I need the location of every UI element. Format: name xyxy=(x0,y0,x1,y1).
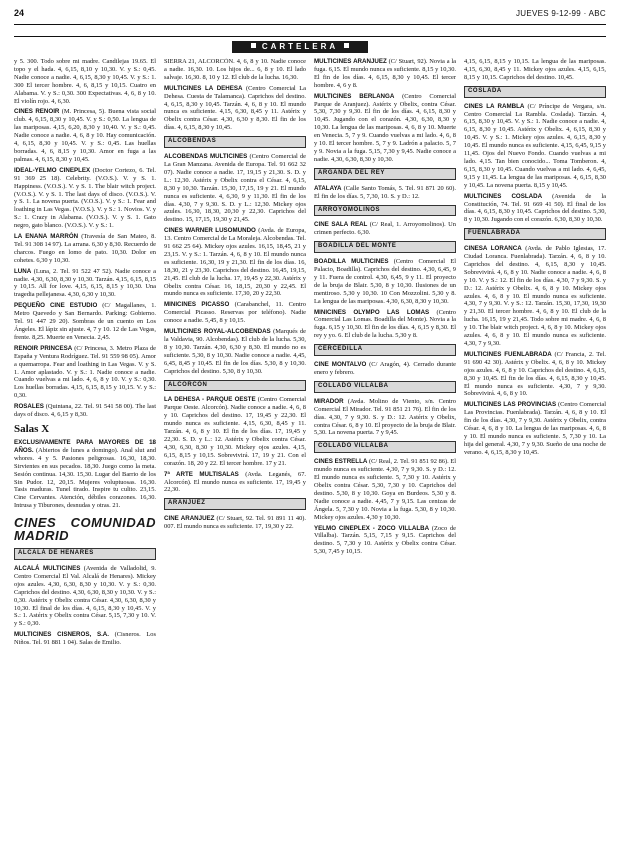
cinema-listing xyxy=(14,403,156,419)
cinema-name: CINESA LORANCA xyxy=(464,245,522,253)
cinema-name: MINICINES PICASSO xyxy=(164,301,230,309)
listing-text: (Centro Comercial de La Gran Manzana. Avenida de Europa. Tel. 91 662 32 07). Nadie conoce a nadie. 17, 19,15 y 21,30. S. D. y L.: 12,30. Astérix y Obelix contra el César. 4, 6,15, 8,30 y 10,30. Tarzán. 15,30, 17,15, 19 y 21. El mundo nunca es suficiente. 4, 6,30, 9 y 11,30. El fin de los días. 4,30, 7 y 9,30. S. D. y L.: 12,30. Mickey ojos azules. 16,30, 18,30, 20,30 y 22,30. Caprichos del destino. 15, 17,15, 19,30 y 21,45. xyxy=(164,153,306,224)
cinema-listing xyxy=(164,301,306,325)
section-banner xyxy=(232,41,368,53)
listing-text: (Avda. Leganés, 67. Alcorcón). El mundo nunca es suficiente. 17, 19,45 y 22,30. xyxy=(164,470,306,494)
cinema-listing xyxy=(464,58,606,82)
cinema-listing xyxy=(164,85,306,132)
cinema-listing xyxy=(164,58,306,82)
cinema-listing xyxy=(464,401,606,456)
town-subhead: BOADILLA DEL MONTE xyxy=(314,241,456,253)
town-subhead: ARROYOMOLINOS xyxy=(314,205,456,217)
cinema-name: MULTICINES BERLANGA xyxy=(314,92,395,100)
listing-text: (C/ Príncipe de Vergara, s/n. Centro Comercial La Rambla. Coslada). Tarzán. 4, 6,15, 8,30 y 10,45. V. y S.: 1. Nadie conoce a nadie. 4, 6,15, 8,30 y 10,45. Astérix y Obelix. 4, 6,15, 8,30 y 10,45. V. y S.: 1. Mickey ojos azules. 4, 6,15, 8,30 y 10,45. El mundo nunca es suficiente. 4,15, 6,45, 9,15 y 11,45. Ojos del Nuevo Fondo. Cuando vuelvas a mi lado. 4,15. Tan bien conocido... Toma Tomberon. 4, 6,15, 8,30 y 10,45. Cuando vuelvas a mi lado. 4, 6,45, 9,15 y 11,45. La lengua de las mariposas. 4, 6,15, 8,30 y 10,45. La novena puerta. 8,15 y 10,45. xyxy=(464,102,606,189)
listing-text: (Centro Comercial Parque de Aranjuez). Astérix y Obelix, contra César. 5,30, 7,30 y 9,30. El fin de los días. 4, 6,15, 8,30 y 10,45. Jugando con el corazón. 4,30, 6,30, 8,30 y 10,30. La lengua de las mariposas. 4, 6, 8 y 10. Muerte en Venecia. 5, 7 y 9. Cuando vuelvas a mi lado. 4, 6, 8 y 10. El tercer hombre. 5, 7 y 9. Ladrón a palacio. 5, 7 y 9. Novia a la fuga. 5,15, 7,30 y 9,45. Nadie conoce a nadie. 4,30, 6,30, 8,30 y 10,30. xyxy=(314,92,456,163)
listing-text: (C/ Magallanes, 1. Metro Quevedo y San Bernardo. Parking: Gobierno. Tel. 91 447 29 20). Sombras de un cuento en Los Ángeles. El lápiz sin ajuste. 4, 7 y 10. 12 de Las Vegas, frente. 8,25. Muerte en Venecia. 2,45. xyxy=(14,302,156,341)
cinema-name: LUNA xyxy=(14,267,32,275)
cinema-name: CINE MONTALVO xyxy=(314,361,367,369)
cinema-listing xyxy=(464,351,606,398)
listing-text: (Centro Comercial Parque Oeste. Alcorcón). Nadie conoce a nadie. 4, 6, 8 y 10. Caprichos del destino. 17, 19,45 y 22,30. El mundo nunca es suficiente. 4,15, 6,30, 8,45 y 11. Tarzán. 4, 6, 8 y 10. El fin de los días. 17, 19,45 y 22,30. S. D. y L.: 12. Astérix y Obelix contra César. 4,30, 6,30, 8,30 y 10,30. Mickey ojos azules. 4,15, 6,15, 8,15 y 10,15. Sobrevivirá. 17, 19 y 21. Con el corazón. 18, 20 y 22. El tercer hombre. 17 y 21. xyxy=(164,396,306,467)
cinema-listing xyxy=(464,245,606,348)
listing-text: (Doctor Cortezo, 6. Tel. 91 369 25 18). Celebrity. (V.O.S.). V. y S. 1. Happiness. (V.O.S.). V. y S. 1. The blair witch project. (V.O.S.). V. y S. 1. The last days of disco. (V.O.S.). V. y S. 1. La novena puerta. (V.O.S.). V. y S.: 1. Fear and loathing in Las Vegas. (V.O.S.). V. y S.: 1. Novios. V. y S.: 1. Crazy in Alabama. (V.O.S.). V. y S. 1. Gato negro, gato blanco. (V.O.S.). V. y S.: 1. xyxy=(14,166,156,230)
cinema-listing xyxy=(314,458,456,521)
listing-text: (C/ Aragón, 4). Cerrado durante enero y febrero. xyxy=(314,361,456,376)
cinema-listing xyxy=(164,328,306,375)
cinema-listing xyxy=(314,185,456,201)
cinema-listing xyxy=(314,361,456,377)
cinema-name: ALCALÁ MULTICINES xyxy=(14,565,81,573)
listing-text: y 5. 300. Todo sobre mi madre. Candilejas 19.65. El topo y el hada. 4, 6,15, 8,10 y 10,30. V. y S.: 0,45. Nadie conoce a nadie. 4, 6,15, 8,30 y 10,45. V. y S.: 1. 300 El tercer hombre. 4, 6, 8,15 y 10,15. Cuatro en Alabama. V. y S.: 0,30. 300 Expectativas. 4, 6, 8 y 10. El violín rojo. 4, 6,30. xyxy=(14,58,156,105)
town-subhead: ALCALÁ DE HENARES xyxy=(14,548,156,560)
listing-text: (Cisneros. Los Niños. Tel. 91 881 1 04). Salas de Emilio. xyxy=(14,631,156,647)
cinema-listing xyxy=(14,439,156,510)
listing-text: (Calle Santo Tomás, 5. Tel. 91 871 20 60). El fin de los días. 5, 7,30, 10. S. y D.: 12. xyxy=(314,184,456,200)
square-mark-icon xyxy=(344,43,349,48)
cinema-name: 7ª ARTE MULTISALAS xyxy=(164,470,239,478)
cinema-listing xyxy=(314,58,456,90)
town-subhead: ALCORCÓN xyxy=(164,380,306,392)
paper-name: ABC xyxy=(588,9,606,18)
town-subhead: ARGANDA DEL REY xyxy=(314,168,456,180)
cinema-name: LA ENANA MARRÓN xyxy=(14,233,79,241)
cinema-listing xyxy=(14,565,156,628)
listing-text: (Centro Comercial Las Provincias. Fuenlabrada). Tarzán. 4, 6, 8 y 10. El fin de los días. 4,30, 7 y 9,30. Astérix y Obelix, contra César. 4, 6, 8 y 10. La lengua de las mariposas. 4, 6, 8 y 10. El mundo nunca es suficiente. 5, 7,30 y 10. La hija del general. 4,30, 7 y 9,30. Sueño de una noche de verano. 4, 6,15, 8,30 y 10,45. xyxy=(464,401,606,456)
listing-text: (Avda. de Europa, 13. Centro Comercial de La Moraleja. Alcobendas. Tel. 91 662 25 64). Mickey ojos azules. 16,15, 18,45, 21 y 23,15. V. y S.: 1. Tarzán. 4, 6, 8 y 10. El mundo nunca es suficiente. 16,30, 19 y 21,30. El fin de los días. 16, 18,30, 21 y 23,30. Caprichos del destino. 16,45, 19,15, 21,45. El club de la lucha. 17, 19,45 y 22,30. Astérix y Obelix contra César. 16, 18,15, 20,30 y 22,45. El mundo nunca es suficiente. 17,30, 20 y 22,30. xyxy=(164,227,306,298)
town-subhead: CERCEDILLA xyxy=(314,344,456,356)
listing-text: (Centro Comercial La Dehesa. Cuesta de Talamanca). Caprichos del destino. 4, 6,15, 8,30 y 10,45. Tarzán. 4, 6, 8 y 10. El mundo nunca es suficiente. 4,15, 6,30, 8,45 y 11. Astérix y Obelix contra César. 4,30, 6,30 y 8,30. El fin de los días. 4, 6,15, 8,30 y 10,45. xyxy=(164,84,306,132)
column-4 xyxy=(464,58,606,844)
cinema-listing xyxy=(14,268,156,300)
listing-text: (Centro Comercial El Palacio, Boadilla). Caprichos del destino. 4,30, 6,45, 9 y 11. Fuera de control. 4,30, 6,45, 9 y 11. El proyecto de la bruja de Blair. 5,30, 8 y 10,30. Ilusiones de un mentiroso. 5,30 y 10,30. 10 Con Mozzolini. 5,30 y 8. La lengua de las mariposas. 4,30, 6,30, 8,30 y 10,30. xyxy=(314,258,456,305)
date-text: JUEVES 9-12-99 xyxy=(515,9,582,18)
cinema-name: CINES ESTRELLA xyxy=(314,458,368,466)
cinema-name: MULTICINES LAS PROVINCIAS xyxy=(464,401,557,409)
cinema-name: MULTICINES CISNEROS, S.A. xyxy=(14,631,109,639)
cinema-name: MULTICINES ARANJUEZ xyxy=(314,58,387,65)
cinema-listing xyxy=(314,525,456,557)
cinema-name: CINE SALA REAL xyxy=(314,221,368,229)
cinema-name: PEQUEÑO CINE ESTUDIO xyxy=(14,302,98,310)
cinema-name: BOADILLA MULTICINES xyxy=(314,258,389,266)
cinema-name: LA DEHESA - PARQUE OESTE xyxy=(164,396,256,404)
listing-text: (C/ Real, 2. Tel. 91 851 92 86). El mundo nunca es suficiente. 4,30, 7 y 9,30. S. y D.: 12. El mundo nunca es suficiente. 5, 7,30 y 10. Astérix y Obelix contra César. 5,30, 7,30 y 10. Caprichos del destino. 5,30, 8 y 10,30. Goya en Burdeos. 5,30 y 8. Nadie conoce a nadie. 4,45, 7 y 9,15. Las cenizas de Ángela. 5, 7,30 y 10. Novia a la fuga. 5,30, 8 y 10,30. Mickey ojos azules. 4,30 y 10,30. xyxy=(314,458,456,521)
cinema-listing xyxy=(14,108,156,163)
listing-text: (C/ Francia, 2. Tel. 91 690 42 30). Astérix y Obelix. 4, 6, 8 y 10. Mickey ojos azules. 4, 6, 8 y 10. Caprichos del destino. 4, 6,15, 8,30 y 10,45. El fin de los días. 4, 6,15, 8,30 y 10,45. El mundo nunca es suficiente. 4,30, 7 y 9,30. Sobrevivirá. 4, 6, 8 y 10. xyxy=(464,350,606,398)
town-subhead: COSLADA xyxy=(464,86,606,98)
listing-text: (C/ Stuart, 92). Novia a la fuga. 6,15. El mundo nunca es suficiente. 8,15 y 10,30. El fin de los días. 4, 6,15, 8,30 y 10,45. El tercer hombre. 4, 6 y 8. xyxy=(314,58,456,89)
listing-text: (C/ Princesa, 3. Metro Plaza de España y Ventura Rodríguez. Tel. 91 559 98 05). Amor a quemarropa. Fear and loathing in Las Vegas. V. y S. 1. Amor aplastado. V. y S.: 1. Nadie conoce a nadie. Cuando vuelvas a mi lado. 4, 6, 8 y 10. V. y S.: 0,30. Los huellas borradas. 4,15, 6,15, 8,15 y 10,15. V. y S.: 0,30. xyxy=(14,344,156,400)
cinema-name: CINES RENOIR xyxy=(14,108,60,116)
cinema-listing xyxy=(14,302,156,342)
cinema-name: ALCOBENDAS MULTICINES xyxy=(164,153,248,161)
cinema-listing xyxy=(314,309,456,341)
cinema-name: CINES WARNER LUSOMUNDO xyxy=(164,227,256,235)
page-number: 24 xyxy=(14,8,25,18)
cinema-listing xyxy=(14,631,156,647)
cinema-listing xyxy=(314,398,456,438)
cinema-listing xyxy=(14,233,156,265)
cinema-name: EXCLUSIVAMENTE PARA MAYORES DE 18 AÑOS. xyxy=(14,438,156,454)
town-subhead: ALCOBENDAS xyxy=(164,136,306,148)
town-subhead: COLLADO VILLALBA xyxy=(314,381,456,393)
cinema-listing xyxy=(464,193,606,225)
section-title: CARTELERA xyxy=(261,42,339,51)
cinema-name: ATALAYA xyxy=(314,184,342,192)
cinema-listing xyxy=(314,93,456,164)
listing-text: SIERRA 21, ALCORCÓN. 4, 6, 8 y 10. Nadie conoce a nadie. 16,30. 10. Los hijos de... 6, 8 y 10. El lado salvaje. 16,30. 8, 10 y 12. El club de la lucha. 16,30. xyxy=(164,58,306,81)
cinema-name: MINICINES OLYMPO LAS LOMAS xyxy=(314,308,430,316)
listing-text: (C/ Stuart, 92. Tel. 91 891 11 40). 007. El mundo nunca es suficiente. 17, 19,30 y 22. xyxy=(164,515,306,531)
listing-text: (Avda. Molino de Viento, s/n. Centro Comercial El Mirador. Tel. 91 851 21 76). El fin de los días. 4,30, 7 y 9,30. S. y D.: 12. Astérix y Obelix, contra César. 6, 8 y 10. El proyecto de la bruja de Blair. 5,30. La novena puerta. 7 y 9,45. xyxy=(314,397,456,437)
header-rule xyxy=(14,24,606,25)
cinema-name: IDEAL-YELMO CINEPLEX xyxy=(14,166,91,174)
listing-text: (Avenida de Valladolid, 9. Centro Comercial El Val. Alcalá de Henares). Mickey ojos azules. 4,30, 6,30, 8,30 y 10,30. V. y S.: 0,30. Caprichos del destino. 4,30, 6,30, 8,30 y 10,30. V. y S.: 0,30. Astérix y Obelix contra César. 4,30, 6,30, 8,30 y 10,30. El final de los días. 4, 6,15, 8,30 y 10,45. V. y S.: 1. Astérix y Obelix contra César. 5,15, 7,30 y 10. V. y S.: 0,30. xyxy=(14,565,156,628)
listing-text: (Carabanchel, 11. Centro Comercial Picasso. Reservas por teléfono). Nadie conoce a nadie. 5,45, 8 y 10,15. xyxy=(164,301,306,325)
cinema-listing xyxy=(164,515,306,531)
section-rule xyxy=(14,36,606,37)
listing-text: (Quintana, 22. Tel. 91 541 58 00). The last days of disco. 4, 6,15 y 8,30. xyxy=(14,403,156,419)
listing-text: (C/ Real, 1. Arroyomolinos). Un crimen perfecto. 6,30. xyxy=(314,221,456,237)
cinema-name: MULTICINES ROYAL-ALCOBENDAS xyxy=(164,328,271,336)
town-subhead: FUENLABRADA xyxy=(464,228,606,240)
cinema-name: ROSALES xyxy=(14,403,44,411)
cinema-name: MIRADOR xyxy=(314,397,344,405)
cinema-listing xyxy=(314,221,456,237)
listing-text: 4,15, 6,15, 8,15 y 10,15. La lengua de las mariposas. 4,15, 6,30, 8,45 y 11. Mickey ojos azules. 4,15, 6,15, 8,15 y 10,15. Caprichos del destino. 10,45. xyxy=(464,58,606,81)
cinema-listing xyxy=(14,345,156,400)
cinema-name: MULTICINES COSLADA xyxy=(464,192,543,200)
cinema-listing xyxy=(164,396,306,467)
cinema-name: MULTICINES FUENLABRADA xyxy=(464,350,552,358)
cinema-listing xyxy=(164,227,306,298)
listing-text: (Marqués de la Valdavia, 90. Alcobendas). El club de la lucha. 5,30, 8 y 10,30. Tarzán. 4,30, 6,30 y 8,30. El mundo no es suficiente. 5,30, 8 y 10,30. Nadie conoce a nadie. 4,45, 6,45, 8,45 y 10,45. El fin de los días. 5,30, 8 y 10,30. Caprichos del destino. 5,30, 8 y 10,30. xyxy=(164,328,306,375)
cinema-listing xyxy=(164,153,306,224)
cinema-name: CINES LA RAMBLA xyxy=(464,102,525,110)
listing-text: (Luna, 2. Tel. 91 522 47 52). Nadie conoce a nadie. 4,30, 6,30, 8,30 y 10,30. Tarzán. 4,15, 6,15, 8,15 y 10,15. All for love. 4,15, 6,15, 8,15 y 10,30. Una tragedia pellejanesa. 4,30, 6,30 y 10,30. xyxy=(14,267,156,299)
column-2 xyxy=(164,58,306,844)
cinema-name: MULTICINES LA DEHESA xyxy=(164,84,243,92)
cinema-listing xyxy=(314,258,456,305)
cinema-name: CINE ARANJUEZ xyxy=(164,515,215,523)
town-subhead: COLLADO VILLALBA xyxy=(314,441,456,453)
date-line: JUEVES 9-12-99 · ABC xyxy=(515,9,606,18)
salas-x-heading: Salas X xyxy=(14,422,50,435)
town-subhead: ARANJUEZ xyxy=(164,498,306,510)
square-mark-icon xyxy=(251,43,256,48)
listing-text: (Avda. de Pablo Iglesias, 17. Ciudad Loranca. Fuenlabrada). Tarzán. 4, 6, 8 y 10. Caprichos del destino. 4, 6,15, 8,30 y 10,45. Sobrevivirá. 4, 6, 8 y 10. Nadie conoce a nadie. 4, 6, 8 y 10. V. y S.: 12. El fin de los días. 4,30, 7 y 9,30. S. y D.: 12. Astérix y Obelix. 4, 6, 8 y 10. Mickey ojos azules. 4, 6, 8 y 10. El mundo nunca es suficiente. 4,30, 7 y 9,30. V. y S.: 12. Tarzán. 15,30, 17,30, 19,30 y 21,30. El tercer hombre. 4, 6, 8 y 10. El club de la lucha. 16,15, 19 y 21,45. Todo sobre mi madre. 4, 6, 8 y 10. The blair witch project. 4, 6, 8 y 10. Mickey ojos azules. 4, 6, 8 y 10. El mundo nunca es suficiente. 4,30, 7 y 9,30. xyxy=(464,245,606,347)
cinema-listing xyxy=(14,167,156,230)
listing-text: (Travesía de San Mateo, 8. Tel. 91 308 14 97). La arrana. 6,30 y 8,30. Recuerdo de charcos. Fuego en lomo de pato. 10,30. Dolor en cohetes. 6,30 y 10,30. xyxy=(14,233,156,264)
listing-text: (M. Princesa, 5). Buena vista social club. 4, 6,15, 8,30 y 10,45. V. y S.: 0,50. La lengua de las mariposas. 4,15, 6,20, 8,30 y 10,40. V. y S.: 0,45. Nadie conoce a nadie. 4, 6, 8 y 10. Hay comunicación. 4, 6,15, 8,30 y 10,45. V. y S.: 0,45. Las huellas borradas. 4, 6, 8,15 y 10,30. Amor en fuga a las palmas. 4, 6,15, 8,30 y 10,45. xyxy=(14,108,156,163)
column-1 xyxy=(14,58,156,844)
cinema-name: YELMO CINEPLEX - ZOCO VILLALBA xyxy=(314,524,430,532)
cinema-name: RENOIR PRINCESA xyxy=(14,344,73,352)
listing-text: (Avenida de la Constitución, 74. Tel. 91 669 41 50). El final de los días. 4, 6,15, 8,30 y 10,45. Caprichos del destino. 5,30, 8 y 10,30. Jugando con el corazón. 6,30, 8,30 y 10,30. xyxy=(464,192,606,224)
page-header xyxy=(14,8,606,22)
listing-text: (Centro Comercial Las Lomas. Boadilla del Monte). Novia a la fuga. 6,15 y 10,30. El fin de los días. 4, 6,15 y 8,30. El rey y yo. 6. El club de la lucha. 5,30 y 8. xyxy=(314,308,456,340)
cinema-listing xyxy=(164,471,306,495)
listing-text: (Zoco de Villalba). Tarzán. 5,15, 7,15 y 9,15. Caprichos del destino. 5, 7,30 y 10. Astérix y Obelix contra César. 5,30, 7,45 y 10,15. xyxy=(314,524,456,556)
cinema-listing xyxy=(14,58,156,105)
column-3 xyxy=(314,58,456,844)
cinema-listing xyxy=(464,103,606,190)
listing-text: (Abiertos de lunes a domingo). Anal slut and whores. 4 y 5. Pasiones peligrosas. 16,30, 18,30. Sirvientes en sus pecados. 18,30. Juego como la meta. Sesión continua. 14,30. 15,30. Lugar del Barrio de los Sin Pudor. 12, 20,15. Mujeres voluptuosas. 16,30. Tasis maduras. Tunel tirado. Inspire tu culito. 23,15. Cine Cervantes. Atención, débiles corazones. 16,30. Intrusa y Tiburones, desnudas y otras. 21. xyxy=(14,446,156,510)
region-title: CINES COMUNIDAD MADRID xyxy=(14,515,156,544)
